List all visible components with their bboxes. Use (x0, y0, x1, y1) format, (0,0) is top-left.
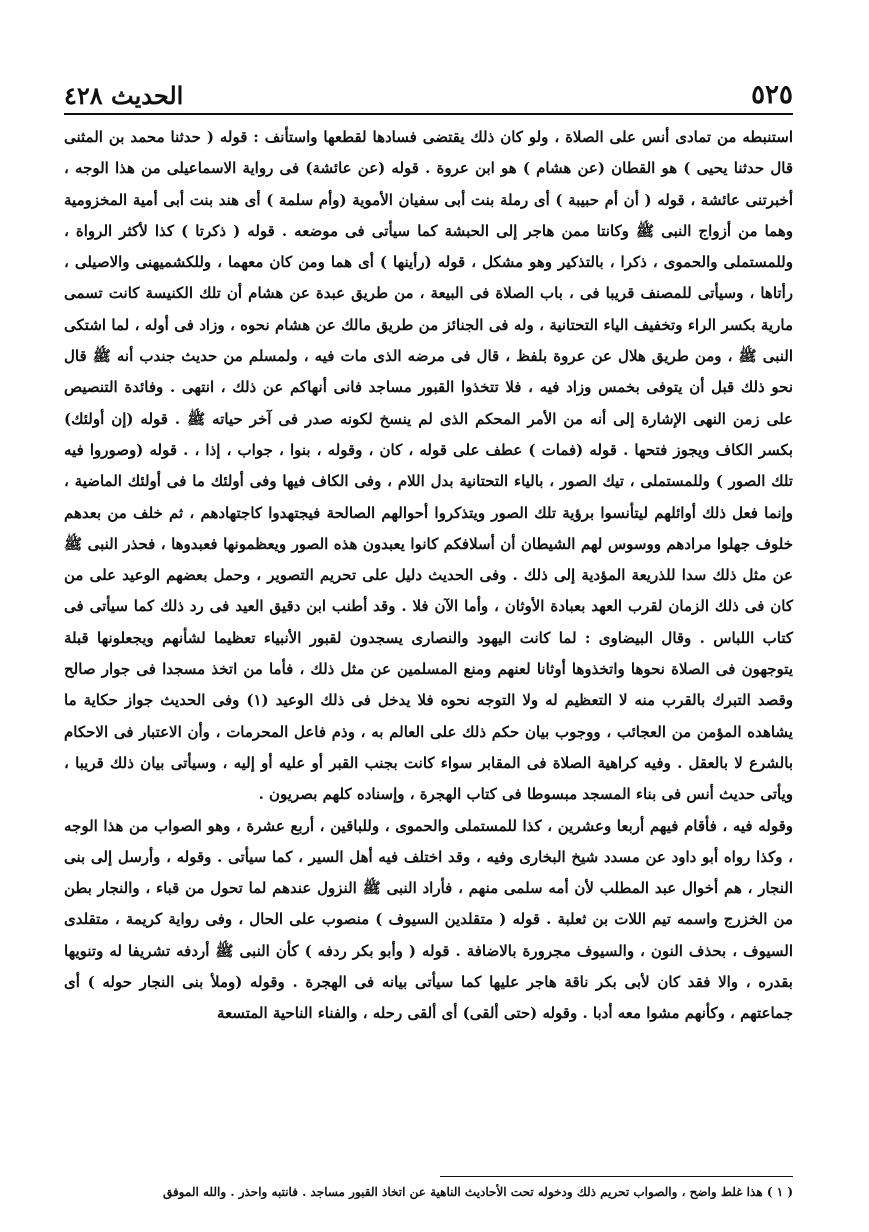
page-header (64, 70, 793, 110)
paragraph-2: وقوله فيه ، فأقام فيهم أربعا وعشرين ، كذا للمستملى والحموى ، وللباقين ، أربع عشرة ، وهو الصواب من هذا الوجه ، وكذا رواه أبو داود عن مسدد شيخ البخارى وفيه ، وقد اختلف فيه أهل السير ، كما سيأتى . وقوله ، وأرسل إلى بنى النجار ، هم أخوال عبد المطلب لأن أمه سلمى منهم ، فأراد النبى ﷺ النزول عندهم لما تحول من قباء ، والنجار بطن من الخزرج واسمه تيم اللات بن ثعلبة . قوله ( متقلدين السيوف ) منصوب على الحال ، وفى رواية كريمة ، متقلدى السيوف ، بحذف النون ، والسيوف مجرورة بالاضافة . قوله ( وأبو بكر ردفه ) كأن النبى ﷺ أردفه تشريفا له وتنويها بقدره ، والا فقد كان لأبى بكر ناقة هاجر عليها كما سيأتى بيانه فى الهجرة . وقوله (وملأ بنى النجار حوله ) أى جماعتهم ، وكأنهم مشوا معه أدبا . وقوله (حتى ألقى) أى ألقى رحله ، والفناء الناحية المتسعة (64, 816, 793, 1023)
footnote-rule (440, 1176, 793, 1177)
header-rule (64, 113, 793, 115)
running-title: الحديث ٤٢٨ (64, 81, 184, 110)
commentary-text (64, 122, 793, 1030)
footnote: ( ١ ) هذا غلط واضح ، والصواب تحريم ذلك ودخوله تحت الأحاديث الناهية عن اتخاذ القبور مساجد . فانتبه واحذر . والله الموفق (162, 1185, 793, 1199)
page-number: ٥٢٥ (751, 80, 793, 110)
paragraph-1: استنبطه من تمادى أنس على الصلاة ، ولو كان ذلك يقتضى فسادها لقطعها واستأنف : قوله ( حدثنا محمد بن المثنى قال حدثنا يحيى ) هو القطان (عن هشام ) هو ابن عروة . قوله (عن عائشة) فى رواية الاسماعيلى من هذا الوجه ، أخبرتنى عائشة ، قوله ( أن أم حبيبة ) أى رملة بنت أبى سفيان الأموية (وأم سلمة ) أى هند بنت أبى أمية المخزومية وهما من أزواج النبى ﷺ وكانتا ممن هاجر إلى الحبشة كما سيأتى فى موضعه . قوله ( ذكرتا ) كذا لأكثر الرواة ، وللمستملى والحموى ، ذكرا ، بالتذكير وهو مشكل ، قوله (رأينها ) أى هما ومن كان معهما ، وللكشميهنى والاصيلى ، رأتاها ، وسيأتى للمصنف قريبا فى ، باب الصلاة فى البيعة ، من طريق عبدة عن هشام أن تلك الكنيسة كانت تسمى مارية بكسر الراء وتخفيف الياء التحتانية ، وله فى الجنائز من طريق مالك عن هشام نحوه ، وزاد فى أوله ، لما اشتكى النبى ﷺ ، ومن طريق هلال عن عروة بلفظ ، قال فى مرضه الذى مات فيه ، ولمسلم من حديث جندب أنه ﷺ قال نحو ذلك قبل أن يتوفى بخمس وزاد فيه ، فلا تتخذوا القبور مساجد فانى أنهاكم عن ذلك ، انتهى . وفائدة التنصيص على زمن النهى الإشارة إلى أنه من الأمر المحكم الذى لم ينسخ لكونه صدر فى آخر حياته ﷺ . قوله (إن أولئك) بكسر الكاف ويجوز فتحها . قوله (فمات ) عطف على قوله ، كان ، وقوله ، بنوا ، جواب ، إذا ، . قوله (وصوروا فيه تلك الصور ) وللمستملى ، تيك الصور ، بالياء التحتانية بدل اللام ، وفى الكاف فيها وفى أولئك ما فى أولئك الماضية ، وإنما فعل ذلك أوائلهم ليتأنسوا برؤية تلك الصور ويتذكروا أحوالهم الصالحة فيجتهدوا كاجتهادهم ، ثم خلف من بعدهم خلوف جهلوا مرادهم ووسوس لهم الشيطان أن أسلافكم كانوا يعبدون هذه الصور ويعظمونها فعبدوها ، فحذر النبى ﷺ عن مثل ذلك سدا للذريعة المؤدية إلى ذلك . وفى الحديث دليل على تحريم التصوير ، وحمل بعضهم الوعيد على من كان فى ذلك الزمان لقرب العهد بعبادة الأوثان ، وأما الآن فلا . وقد أطنب ابن دقيق العيد فى رد ذلك كما سيأتى فى كتاب اللباس . وقال البيضاوى : لما كانت اليهود والنصارى يسجدون لقبور الأنبياء تعظيما لشأنهم ويجعلونها قبلة يتوجهون فى الصلاة نحوها واتخذوها أوثانا لعنهم ومنع المسلمين عن مثل ذلك ، فأما من اتخذ مسجدا فى جوار صالح وقصد التبرك بالقرب منه لا التعظيم له ولا التوجه نحوه فلا يدخل فى ذلك الوعيد (١) وفى الحديث جواز حكاية ما يشاهده المؤمن من العجائب ، ووجوب بيان حكم ذلك على العالم به ، وذم فاعل المحرمات ، وأن الاعتبار فى الاحكام بالشرع لا بالعقل . وفيه كراهية الصلاة فى المقابر سواء كانت بجنب القبر أو عليه أو إليه ، وسيأتى بيان ذلك قريبا ، ويأتى حديث أنس فى بناء المسجد مبسوطا فى كتاب الهجرة ، وإسناده كلهم بصريون . (64, 128, 794, 804)
